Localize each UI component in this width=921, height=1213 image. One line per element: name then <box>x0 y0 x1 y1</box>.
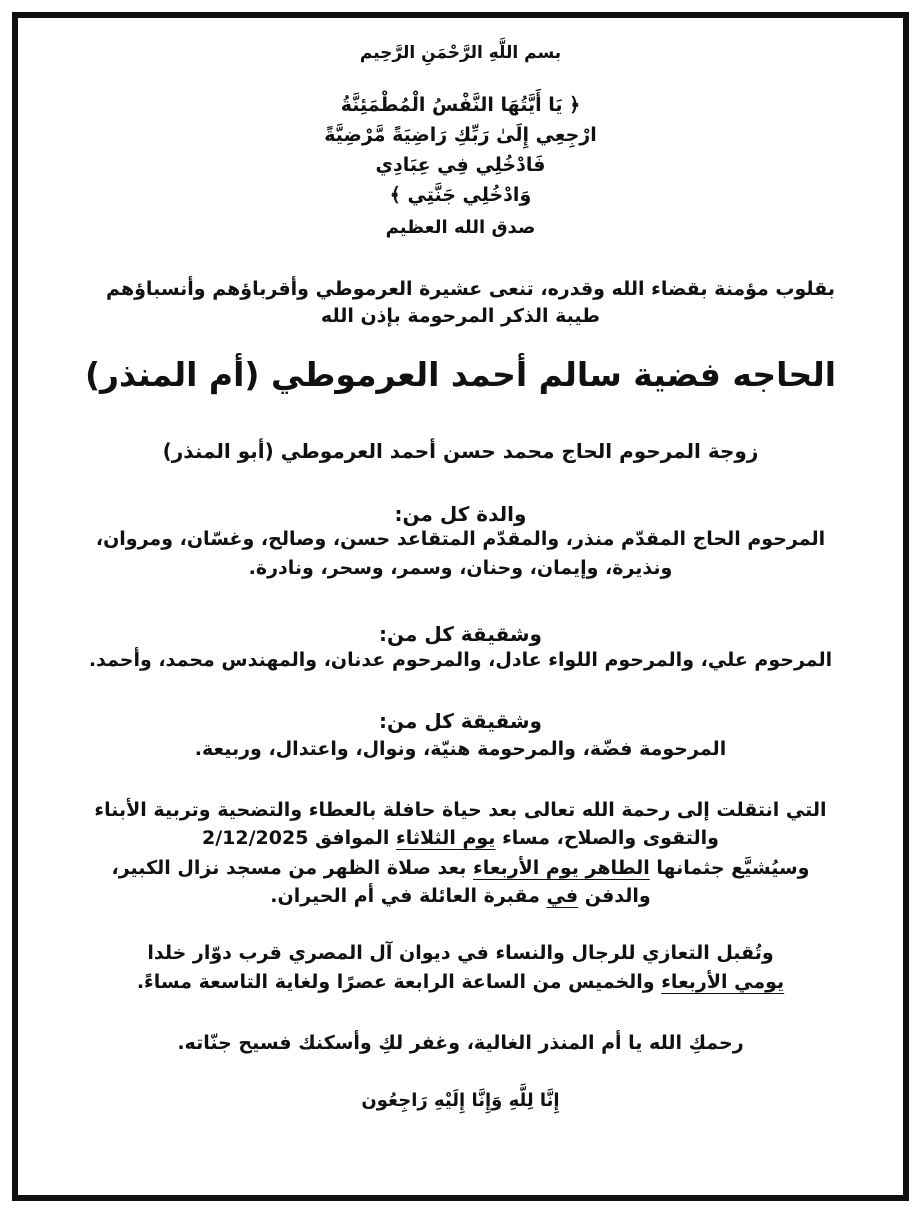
sisters-line: المرحومة فضّة، والمرحومة هنيّة، ونوال، واعتدال، وربيعة. <box>194 738 727 760</box>
children-line: المرحوم الحاج المقدّم منذر، والمقدّم المتقاعد حسن، وصالح، وغسّان، ومروان، <box>95 528 826 550</box>
quran-verse-line: ﴿ يَا أَيَّتُهَا النَّفْسُ الْمُطْمَئِنَّةُ <box>340 94 581 116</box>
intro-line: طيبة الذكر المرحومة بإذن الله <box>320 305 601 327</box>
death-notice-text: والتقوى والصلاح، مساء <box>495 827 719 849</box>
condolences-line <box>58 971 863 993</box>
condolences-text: والخميس من الساعة الرابعة عصرًا ولغاية التاسعة مساءً. <box>136 971 662 993</box>
wife-of-line: زوجة المرحوم الحاج محمد حسن أحمد العرموطي (أبو المنذر) <box>162 439 759 463</box>
death-notice-text: الموافق <box>308 827 397 849</box>
quran-verse-line: فَادْخُلِي فِي عِبَادِي <box>375 154 546 176</box>
burial-line <box>58 885 863 907</box>
condolences-line: وتُقبل التعازي للرجال والنساء في ديوان آل المصري قرب دوّار خلدا <box>147 942 774 964</box>
mother-of-heading: والدة كل من: <box>394 502 527 526</box>
burial-text: مقبرة العائلة في أم الحيران. <box>270 885 547 907</box>
sisters-heading: وشقيقة كل من: <box>379 709 542 733</box>
sadaq-allah: صدق الله العظيم <box>385 217 536 238</box>
funeral-day: الطاهر يوم الأربعاء <box>473 857 650 879</box>
closing-prayer: رحمكِ الله يا أم المنذر الغالية، وغفر لكِ وأسكنك فسيح جنّاته. <box>177 1032 744 1054</box>
death-day: يوم الثلاثاء <box>396 827 496 849</box>
burial-text: والدفن <box>578 885 651 907</box>
death-notice-line <box>58 827 863 849</box>
brothers-heading: وشقيقة كل من: <box>379 622 542 646</box>
condolences-days: يومي الأربعاء <box>661 971 785 993</box>
basmala: بسم اللَّهِ الرَّحْمَنِ الرَّحِيم <box>359 43 562 63</box>
funeral-text: وسيُشيَّع جثمانها <box>649 857 810 879</box>
children-line: ونذيرة، وإيمان، وحنان، وسمر، وسحر، ونادرة. <box>248 557 673 579</box>
funeral-line <box>58 857 863 879</box>
quran-verse-line: ارْجِعِي إِلَىٰ رَبِّكِ رَاضِيَةً مَّرْضِيَّةً <box>324 124 597 146</box>
death-notice-line: التي انتقلت إلى رحمة الله تعالى بعد حياة حافلة بالعطاء والتضحية وتربية الأبناء <box>94 799 827 821</box>
quran-verse-line: وَادْخُلِي جَنَّتِي ﴾ <box>389 184 532 206</box>
intro-line: بقلوب مؤمنة بقضاء الله وقدره، تنعى عشيرة العرموطي وأقرباؤهم وأنسباؤهم <box>106 278 835 300</box>
inna-lillah: إِنَّا لِلَّهِ وَإِنَّا إِلَيْهِ رَاجِعُون <box>361 1090 560 1111</box>
burial-underlined: في <box>546 885 579 907</box>
obituary-notice <box>12 12 909 1201</box>
funeral-text: بعد صلاة الظهر من مسجد نزال الكبير، <box>111 857 473 879</box>
death-date: 2/12/2025 <box>202 827 309 849</box>
notice-content <box>58 18 863 1195</box>
deceased-name: الحاجه فضية سالم أحمد العرموطي (أم المنذر) <box>84 355 837 394</box>
brothers-line: المرحوم علي، والمرحوم اللواء عادل، والمرحوم عدنان، والمهندس محمد، وأحمد. <box>88 649 833 671</box>
